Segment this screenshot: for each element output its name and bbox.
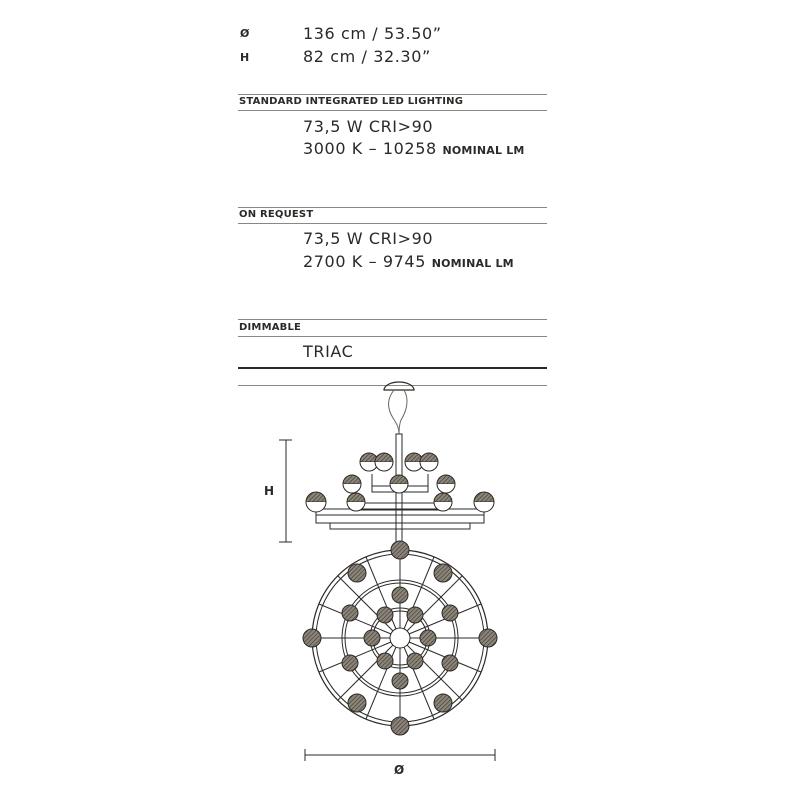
standard-power: 73,5 W CRI>90 xyxy=(303,117,434,136)
diameter-value: 136 cm / 53.50” xyxy=(303,24,442,43)
diameter-dimension-line xyxy=(305,749,495,761)
dimmable-type: TRIAC xyxy=(303,342,354,361)
height-value: 82 cm / 32.30” xyxy=(303,47,431,66)
height-dimension-line xyxy=(279,440,292,542)
section-title-on-request: ON REQUEST xyxy=(239,209,314,220)
plan-view xyxy=(312,550,488,726)
height-label: H xyxy=(264,484,275,498)
ceiling-canopy xyxy=(384,382,414,390)
suspension-cable xyxy=(389,390,399,434)
height-symbol: H xyxy=(240,51,250,64)
side-elevation xyxy=(306,382,494,546)
standard-lumens-unit: NOMINAL LM xyxy=(442,144,525,157)
request-lumens-main: 2700 K – 9745 xyxy=(303,252,426,271)
section-title-dimmable: DIMMABLE xyxy=(239,322,302,333)
standard-lumens-main: 3000 K – 10258 xyxy=(303,139,437,158)
diameter-label: Ø xyxy=(394,763,405,777)
diameter-symbol: Ø xyxy=(240,27,250,40)
suspension-cable xyxy=(399,390,407,434)
request-lumens-unit: NOMINAL LM xyxy=(431,257,514,270)
request-power: 73,5 W CRI>90 xyxy=(303,229,434,248)
section-title-standard: STANDARD INTEGRATED LED LIGHTING xyxy=(239,96,464,107)
